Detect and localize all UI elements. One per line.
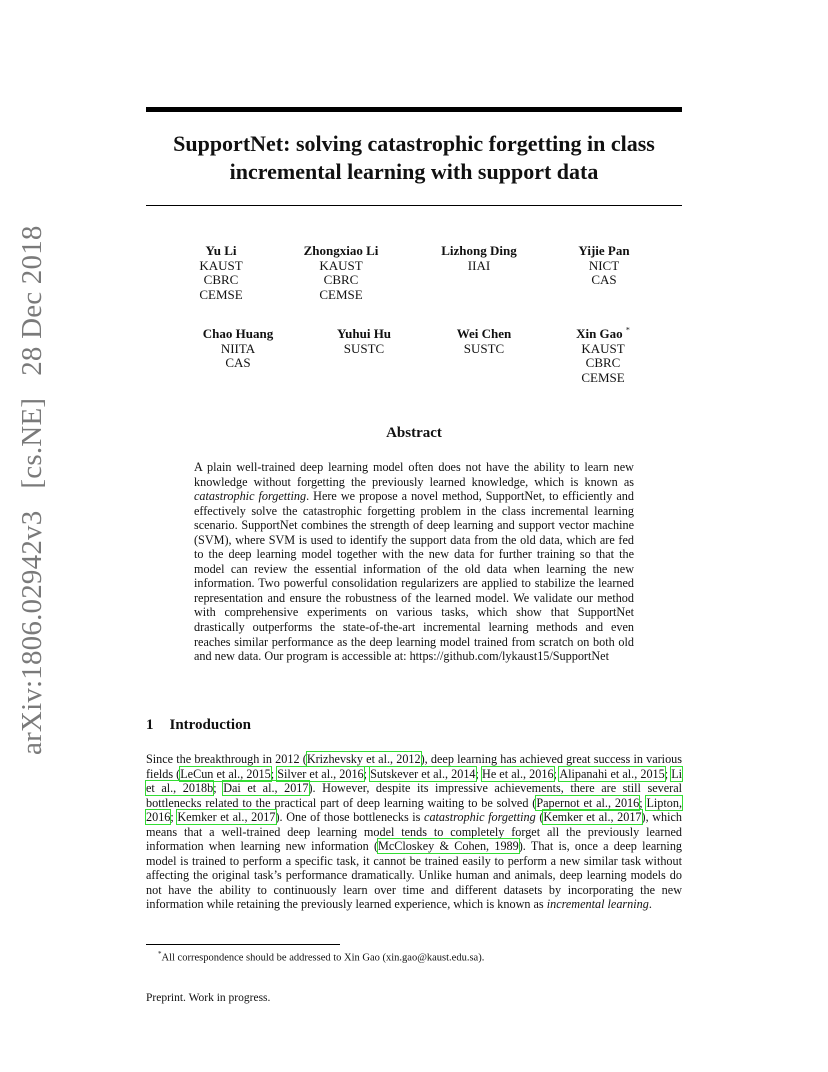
author-affiliation: CBRC: [585, 355, 621, 371]
footnote-text: All correspondence should be addressed to Xin Gao (xin.gao@kaust.edu.sa).: [161, 952, 485, 964]
citation-link[interactable]: Lipton, 2016: [146, 795, 683, 825]
title-line-2: incremental learning with support data: [229, 159, 599, 184]
author-affiliation: CAS: [225, 355, 251, 371]
citation-link[interactable]: He et al., 2016: [482, 766, 554, 781]
citation-link[interactable]: Sutskever et al., 2014: [370, 766, 476, 781]
author-name: Wei Chen: [456, 326, 512, 341]
citation-link[interactable]: Li et al., 2018b: [146, 766, 683, 796]
author-name: Yijie Pan: [578, 243, 630, 258]
author-name: Lizhong Ding: [441, 243, 517, 258]
author-affiliation: NICT: [588, 257, 620, 273]
section-heading-introduction: [146, 716, 251, 734]
citation-link[interactable]: Kemker et al., 2017: [177, 810, 276, 825]
author-name: Zhongxiao Li: [303, 243, 379, 258]
abstract-text: A plain well-trained deep learning model often does not have the ability to learn new knowledge without forgetting the previously learned knowledge, which is known as catastrophic forgetting. Here we propose a novel method, SupportNet, to efficiently and effectively solve the catastrophic forgetting problem in the class incremental learning scenario. SupportNet combines the strength of deep learning and support vector machine (SVM), where SVM is used to identify the support data from the old data, which are fed to the deep learning model together with the new data for further training so that the model can review the essential information of the old data when learning the new information. Two powerful consolidation regularizers are applied to stabilize the learned representation and ensure the robustness of the learned model. We validate our method with comprehensive experiments on various tasks, which show that SupportNet drastically outperforms the state-of-the-art incremental learning methods and even reaches similar performance as the deep learning model trained from scratch on both old and new data. Our program is accessible at: https://github.com/lykaust15/SupportNet: [194, 460, 634, 664]
author-affiliation: CBRC: [323, 272, 359, 288]
title-bottom-rule: [146, 205, 682, 206]
author-name-with-mark: [538, 327, 668, 342]
author-affiliation: CEMSE: [199, 286, 243, 302]
author-affiliation: CAS: [591, 272, 617, 288]
author-affiliation: CBRC: [203, 272, 239, 288]
footnote-mark: *: [158, 950, 162, 958]
author-block: [539, 244, 669, 288]
author-affiliation: KAUST: [319, 257, 363, 273]
citation-link[interactable]: Papernot et al., 2016: [536, 795, 640, 810]
arxiv-date: 28 Dec 2018: [16, 225, 48, 376]
citation-link[interactable]: Krizhevsky et al., 2012: [306, 752, 421, 766]
arxiv-id: arXiv:1806.02942v3: [16, 510, 48, 755]
footnote-rule: [146, 944, 340, 945]
author-block: [276, 244, 406, 302]
corresponding-mark: *: [625, 325, 630, 335]
author-name: Chao Huang: [202, 326, 274, 341]
author-block: [173, 327, 303, 371]
author-affiliation: KAUST: [581, 340, 625, 356]
author-block: [156, 244, 286, 302]
preprint-note: Preprint. Work in progress.: [146, 992, 271, 1004]
citation-link[interactable]: LeCun et al., 2015: [180, 766, 271, 781]
emphasis: incremental learning: [546, 897, 649, 912]
title-line-1: SupportNet: solving catastrophic forgetting in class: [173, 131, 655, 156]
title-top-rule: [146, 107, 682, 112]
author-block: [538, 327, 668, 385]
author-affiliation: IIAI: [467, 257, 491, 273]
author-affiliation: CEMSE: [581, 369, 625, 385]
author-name: Xin Gao: [576, 326, 623, 341]
footnote: [158, 948, 484, 965]
author-block: [414, 244, 544, 273]
paper-title: [146, 130, 682, 186]
author-name: Yu Li: [205, 243, 237, 258]
emphasis: catastrophic forgetting: [194, 489, 307, 504]
citation-link[interactable]: Alipanahi et al., 2015: [559, 766, 665, 781]
author-block: [419, 327, 549, 356]
introduction-paragraph: Since the breakthrough in 2012 (Krizhevsky et al., 2012), deep learning has achieved great success in various fields (LeCun et al., 2015; Silver et al., 2016; Sutskever et al., 2014; He et al., 2016; Alipanahi et al., 2015; Li et al., 2018b; Dai et al., 2017). However, despite its impressive achievements, there are still several bottlenecks related to the practical part of deep learning waiting to be solved (Papernot et al., 2016; Lipton, 2016; Kemker et al., 2017). One of those bottlenecks is catastrophic forgetting (Kemker et al., 2017), which means that a well-trained deep learning model tends to completely forget all the previously learned information when learning new information (McCloskey & Cohen, 1989). That is, once a deep learning model is trained to perform a specific task, it cannot be trained easily to perform a new similar task without affecting the original task’s performance dramatically. Unlike human and animals, deep learning models do not have the ability to continuously learn over time and different datasets by incorporating the new information while retaining the previously learned experience, which is known as incremental learning.: [146, 752, 683, 912]
author-affiliation: SUSTC: [343, 340, 385, 356]
author-affiliation: SUSTC: [463, 340, 505, 356]
author-affiliation: NIITA: [220, 340, 256, 356]
citation-link[interactable]: Dai et al., 2017: [223, 781, 309, 796]
citation-link[interactable]: Silver et al., 2016: [277, 766, 364, 781]
arxiv-side-stamp: [14, 225, 50, 755]
section-number: 1: [146, 717, 154, 733]
emphasis: catastrophic forgetting: [424, 810, 536, 825]
author-name: Yuhui Hu: [336, 326, 392, 341]
arxiv-category: [cs.NE]: [16, 397, 48, 489]
citation-link[interactable]: Kemker et al., 2017: [543, 810, 642, 825]
author-affiliation: KAUST: [199, 257, 243, 273]
abstract-heading: Abstract: [386, 425, 442, 441]
section-title: Introduction: [169, 717, 251, 733]
citation-link[interactable]: McCloskey & Cohen, 1989: [378, 839, 519, 854]
author-block: [299, 327, 429, 356]
author-affiliation: CEMSE: [319, 286, 363, 302]
